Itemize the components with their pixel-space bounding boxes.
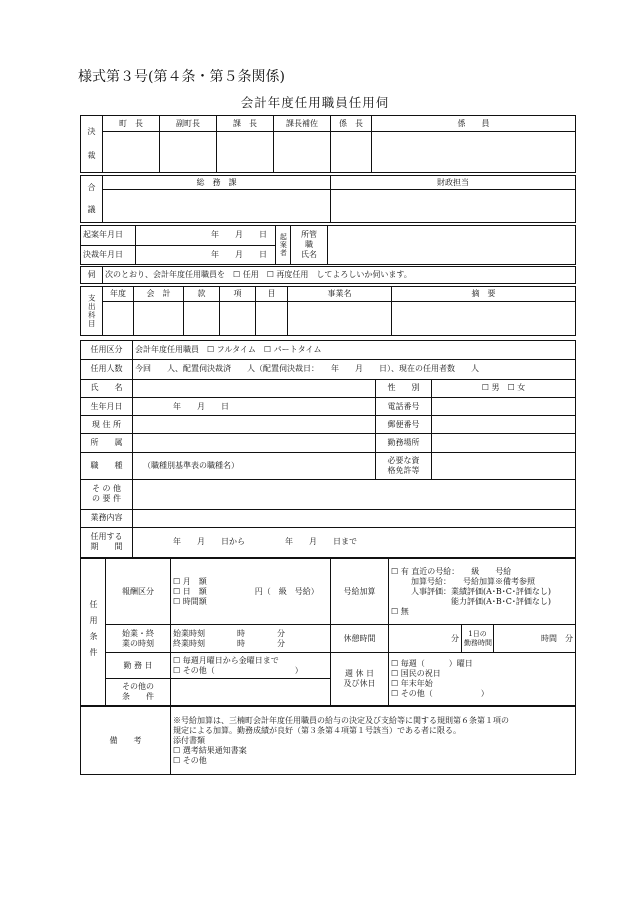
seal-deputy-mayor[interactable] <box>160 132 217 173</box>
form-title: 会計年度任用職員任用伺 <box>240 95 390 110</box>
general-affairs-header: 総 務 課 <box>103 176 331 190</box>
request-text[interactable]: 次のとおり、会計年度任用職員を ☐ 任用 ☐ 再度任用 してよろしいか伺います。 <box>103 267 576 284</box>
consultation-table <box>80 175 576 223</box>
other-conditions-label: その他の 条 件 <box>106 679 171 706</box>
conditions-table <box>80 558 576 706</box>
work-days-label: 勤 務 日 <box>106 652 171 679</box>
appointee-table <box>80 340 576 558</box>
phone-field[interactable] <box>432 397 576 415</box>
qualification-field[interactable] <box>432 452 576 479</box>
headcount-label: 任用人数 <box>81 360 133 379</box>
col-summary: 摘 要 <box>392 287 576 302</box>
role-assistant-director: 課長補佐 <box>274 116 331 132</box>
gender-label: 性 別 <box>376 379 432 397</box>
approval-date-label: 決裁年月日 <box>81 245 136 265</box>
consultation-label: 合 議 <box>81 176 103 223</box>
col-account: 会 計 <box>134 287 184 302</box>
phone-label: 電話番号 <box>376 397 432 415</box>
draft-date-field[interactable]: 年 月 日 <box>136 226 276 246</box>
request-label: 伺 <box>81 267 103 284</box>
drafter-name-field[interactable] <box>328 226 576 265</box>
postal-code-label: 郵便番号 <box>376 416 432 434</box>
fiscal-year-field[interactable] <box>103 302 134 336</box>
job-type-label: 職 種 <box>81 452 133 479</box>
draft-date-label: 起案年月日 <box>81 226 136 246</box>
workplace-field[interactable] <box>432 434 576 452</box>
daily-hours-label: 1日の 勤務時間 <box>462 625 494 653</box>
remarks-table <box>80 706 576 775</box>
work-hours-field[interactable]: 始業時刻 時 分 終業時刻 時 分 <box>171 625 331 653</box>
break-time-field[interactable]: 分 <box>389 625 462 653</box>
general-affairs-seal[interactable] <box>103 190 331 223</box>
grade-addition-options[interactable]: ☐ 有 直近の号給： 級 号給 加算号給： 号給加算※備考参照 人事評価：業績評価(A･B･C･評価なし) 能力評価(A･B･C･評価なし) ☐ 無 <box>389 559 576 625</box>
col-fiscal-year: 年度 <box>103 287 134 302</box>
birthdate-label: 生年月日 <box>81 397 133 415</box>
col-kou: 項 <box>220 287 256 302</box>
role-director: 課 長 <box>217 116 274 132</box>
col-kan: 款 <box>184 287 220 302</box>
approval-table <box>80 115 576 173</box>
name-field[interactable] <box>133 379 376 397</box>
holidays-label: 週 休 日 及び休日 <box>331 652 389 705</box>
approval-date-field[interactable]: 年 月 日 <box>136 245 276 265</box>
address-label: 現 住 所 <box>81 416 133 434</box>
role-deputy-mayor: 副町長 <box>160 116 217 132</box>
kan-field[interactable] <box>184 302 220 336</box>
finance-header: 財政担当 <box>331 176 576 190</box>
job-type-field[interactable]: （職種別基準表の職種名） <box>133 452 376 479</box>
expenditure-label: 支出科目 <box>81 287 103 336</box>
form-number-heading: 様式第３号(第４条・第５条関係) <box>78 69 285 85</box>
break-time-label: 休憩時間 <box>331 625 389 653</box>
account-field[interactable] <box>134 302 184 336</box>
seal-director[interactable] <box>217 132 274 173</box>
postal-code-field[interactable] <box>432 416 576 434</box>
work-hours-label: 始業・終 業の時刻 <box>106 625 171 653</box>
dates-table <box>80 225 576 265</box>
headcount-text[interactable]: 今回 人、配置伺決裁済 人（配置伺決裁日： 年 月 日）、現在の任用者数 人 <box>133 360 576 379</box>
birthdate-field[interactable]: 年 月 日 <box>133 397 376 415</box>
term-field[interactable]: 年 月 日から 年 月 日まで <box>133 527 576 557</box>
approval-label: 決 裁 <box>81 116 103 173</box>
grade-addition-label: 号給加算 <box>331 559 389 625</box>
seal-section-chief[interactable] <box>331 132 372 173</box>
duties-label: 業務内容 <box>81 509 133 527</box>
duties-field[interactable] <box>133 509 576 527</box>
seal-staff[interactable] <box>372 132 576 173</box>
remarks-content[interactable]: ※号給加算は、三楠町会計年度任用職員の給与の決定及び支給等に関する規則第６条第１項の 規定による加算。勤務成績が良好（第３条第４項第１号該当）である者に限る。 添付書類 ☐ 選考結果通知書案 ☐ その他 <box>171 707 576 775</box>
holidays-options[interactable]: ☐ 毎週（ ）曜日 ☐ 国民の祝日 ☐ 年末年始 ☐ その他（ ） <box>389 652 576 705</box>
workplace-label: 勤務場所 <box>376 434 432 452</box>
department-field[interactable] <box>133 434 376 452</box>
role-section-chief: 係 長 <box>331 116 372 132</box>
address-field[interactable] <box>133 416 376 434</box>
col-moku: 目 <box>256 287 288 302</box>
role-mayor: 町 長 <box>103 116 160 132</box>
role-staff: 係 員 <box>372 116 576 132</box>
expenditure-table <box>80 286 576 336</box>
daily-hours-field[interactable]: 時間 分 <box>494 625 576 653</box>
work-days-options[interactable]: ☐ 毎週月曜日から金曜日まで ☐ その他（ ） <box>171 652 331 679</box>
pay-category-label: 報酬区分 <box>106 559 171 625</box>
moku-field[interactable] <box>256 302 288 336</box>
appointment-type-options[interactable]: 会計年度任用職員 ☐ フルタイム ☐ パートタイム <box>133 341 576 360</box>
department-label: 所 属 <box>81 434 133 452</box>
gender-options[interactable]: ☐ 男 ☐ 女 <box>432 379 576 397</box>
drafter-label: 起案者 <box>276 226 291 265</box>
remarks-label: 備 考 <box>81 707 171 775</box>
qualification-label: 必要な資 格免許等 <box>376 452 432 479</box>
pay-category-options[interactable]: ☐ 月 額 ☐ 日 額 円（ 級 号給） ☐ 時間額 <box>171 559 331 625</box>
kou-field[interactable] <box>220 302 256 336</box>
official-title-label: 所管 職 氏名 <box>291 226 328 265</box>
seal-mayor[interactable] <box>103 132 160 173</box>
other-requirements-label: そ の 他 の 要 件 <box>81 479 133 509</box>
summary-field[interactable] <box>392 302 576 336</box>
seal-assistant-director[interactable] <box>274 132 331 173</box>
other-requirements-field[interactable] <box>133 479 576 509</box>
col-project: 事業名 <box>288 287 392 302</box>
conditions-label: 任用条件 <box>81 559 106 706</box>
finance-seal[interactable] <box>331 190 576 223</box>
other-conditions-field[interactable] <box>171 679 331 706</box>
term-label: 任用する 期 間 <box>81 527 133 557</box>
name-label: 氏 名 <box>81 379 133 397</box>
request-table <box>80 266 576 284</box>
appointment-type-label: 任用区分 <box>81 341 133 360</box>
project-field[interactable] <box>288 302 392 336</box>
